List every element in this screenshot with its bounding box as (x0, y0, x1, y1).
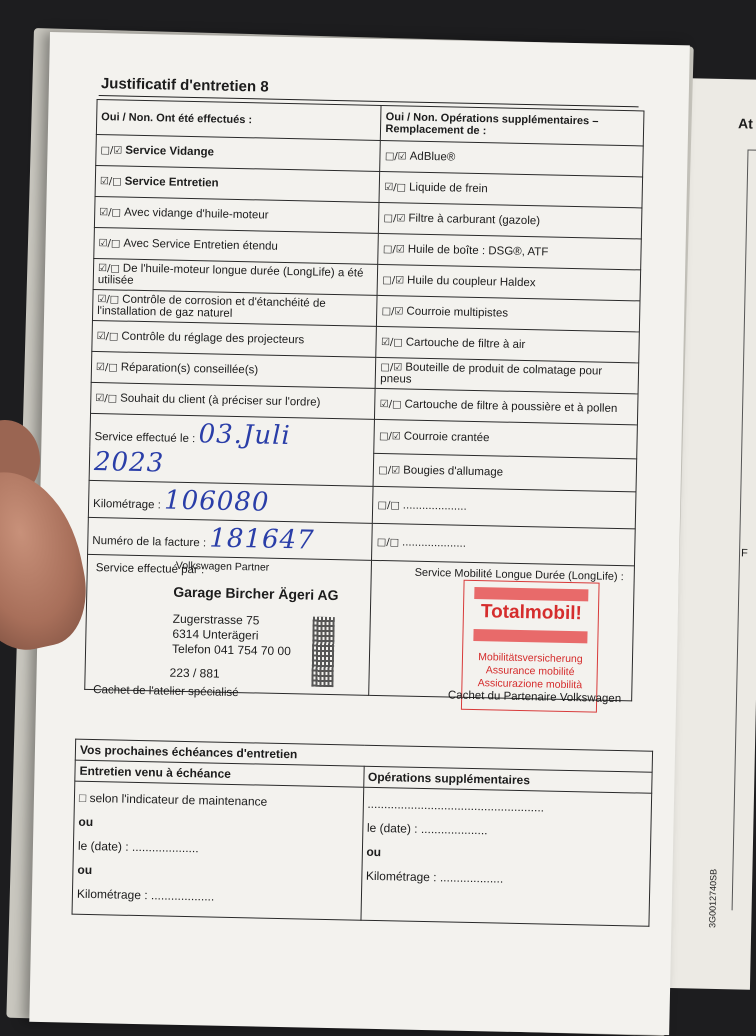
km-field[interactable]: Kilométrage : ................... (76, 886, 215, 904)
row-label: De l'huile-moteur longue durée (LongLife) a été utilisée (97, 262, 364, 287)
km-value[interactable]: 106080 (163, 485, 270, 518)
row-label: Service Entretien (124, 175, 219, 190)
maintenance-table (84, 99, 644, 706)
garage-address (172, 612, 292, 659)
next-left-header: Entretien venu à échéance (75, 760, 364, 787)
totalmobil-lines (463, 651, 598, 693)
page-title: Justificatif d'entretien 8 (100, 75, 269, 96)
totalmobil-title: Totalmobil! (480, 601, 583, 625)
invoice-label: Numéro de la facture : (92, 534, 207, 550)
date-field[interactable]: le (date) : .................... (77, 838, 199, 856)
mobility-label: Service Mobilité Longue Durée (LongLife) : (414, 566, 624, 584)
checkbox-pair[interactable]: □/☑ (382, 244, 405, 256)
vw-cachet-label: Cachet du Partenaire Volkswagen (447, 689, 622, 706)
km-field[interactable]: Kilométrage : ................... (365, 868, 504, 886)
right-column-header: Oui / Non. Opérations supplémentaires – Remplacement de : (381, 105, 644, 145)
row-label: Contrôle de corrosion et d'étanchéité de l'installation de gaz naturel (97, 293, 326, 320)
row-label: Filtre à carburant (gazole) (408, 212, 541, 228)
partner-label: Volkswagen Partner (175, 559, 270, 574)
checkbox-pair[interactable]: □/☑ (383, 213, 406, 225)
totalmobil-line: Mobilitätsversicherung (478, 651, 583, 666)
maintenance-page (29, 32, 690, 1035)
or-label: ou (78, 814, 94, 830)
km-label: Kilométrage : (92, 498, 162, 512)
totalmobil-line: Assicurazione mobilità (477, 677, 583, 692)
next-right-header: Opérations supplémentaires (363, 766, 652, 793)
blank-line: .................... (402, 499, 467, 513)
workshop-stamp-area (89, 558, 367, 700)
garage-number: 223 / 881 (169, 665, 220, 681)
checkbox-pair[interactable]: □/☑ (381, 306, 404, 318)
document-code: 3G0012740SB (707, 868, 719, 929)
checkbox-pair[interactable]: ☑/□ (380, 337, 403, 349)
next-maintenance-table (72, 739, 654, 927)
checkbox-pair[interactable]: ☑/□ (379, 398, 402, 411)
checkbox-pair[interactable]: ☑/□ (384, 182, 407, 194)
row-label: Avec Service Entretien étendu (123, 237, 278, 253)
totalmobil-line: Assurance mobilité (485, 664, 575, 679)
row-label: Avec vidange d'huile-moteur (123, 206, 269, 222)
checkbox-pair[interactable]: □/□ (376, 536, 400, 549)
extra-ops-line[interactable]: ..................................................... (367, 796, 545, 815)
checkbox-pair[interactable]: □/☑ (380, 361, 403, 374)
row-label: Cartouche de filtre à air (405, 336, 526, 352)
or-label: ou (366, 844, 382, 860)
checkbox-pair[interactable]: □/□ (377, 499, 400, 512)
service-date-label: Service effectué le : (94, 431, 196, 446)
row-label: Cartouche de filtre à poussière et à pollen (404, 398, 618, 415)
checkbox-pair[interactable]: □/☑ (384, 151, 407, 163)
checkbox-pair[interactable]: ☑/□ (99, 176, 122, 188)
checkbox-pair[interactable]: ☑/□ (97, 294, 120, 306)
or-label: ou (77, 862, 93, 878)
service-date-value[interactable]: 03.Juli 2023 (93, 419, 292, 479)
checkbox-pair[interactable]: □/☑ (378, 431, 401, 443)
row-label: Contrôle du réglage des projecteurs (121, 330, 305, 347)
row-label: Liquide de frein (408, 181, 488, 196)
checkbox-pair[interactable]: ☑/□ (98, 238, 121, 250)
row-label: AdBlue® (409, 150, 456, 164)
facing-page-title: At (737, 115, 754, 132)
checkbox-pair[interactable]: □/☑ (100, 145, 123, 157)
stamp-row (85, 554, 635, 700)
checkbox-pair[interactable]: ☑/□ (95, 362, 118, 374)
checkbox-pair[interactable]: □/☑ (378, 464, 401, 477)
row-label: Bougies d'allumage (403, 464, 504, 479)
row-label: Huile de boîte : DSG®, ATF (407, 243, 549, 259)
row-label: Huile du coupleur Haldex (406, 274, 536, 290)
row-label: Souhait du client (à préciser sur l'ordre) (120, 392, 321, 409)
row-label: Bouteille de produit de colmatage pour pneus (380, 361, 603, 386)
stamp-barcode (311, 617, 334, 687)
row-label: Service Vidange (125, 144, 215, 159)
invoice-value[interactable]: 181647 (209, 523, 315, 556)
checkbox-pair[interactable]: □/☑ (382, 275, 405, 287)
next-title: Vos prochaines échéances d'entretien (75, 739, 652, 772)
service-by-label: Service effectué par : (95, 562, 205, 577)
checkbox-pair[interactable]: ☑/□ (95, 393, 118, 405)
workshop-cachet-label: Cachet de l'atelier spécialisé (93, 684, 239, 700)
row-label: Courroie multipistes (406, 305, 509, 320)
blank-line: .................... (401, 536, 467, 550)
left-column-header: Oui / Non. Ont été effectués : (96, 100, 381, 141)
checkbox-pair[interactable]: ☑/□ (96, 331, 119, 343)
garage-name: Garage Bircher Ägeri AG (173, 583, 339, 604)
facing-page-letter: F (740, 547, 748, 560)
facing-page-box (732, 149, 756, 910)
mobility-stamp-area (374, 564, 630, 706)
date-field[interactable]: le (date) : .................... (366, 820, 488, 838)
row-label: Courroie crantée (403, 430, 490, 445)
garage-city: 6314 Unterägeri (172, 626, 259, 643)
row-label: Réparation(s) conseillée(s) (120, 361, 259, 377)
indicator-checkbox[interactable]: □ selon l'indicateur de maintenance (78, 790, 268, 809)
checkbox-pair[interactable]: ☑/□ (99, 207, 122, 219)
garage-phone: Telefon 041 754 70 00 (171, 641, 292, 659)
stamp-bar (475, 587, 589, 601)
checkbox-pair[interactable]: ☑/□ (97, 263, 120, 275)
stamp-bar (474, 629, 588, 643)
garage-street: Zugerstrasse 75 (172, 611, 260, 628)
